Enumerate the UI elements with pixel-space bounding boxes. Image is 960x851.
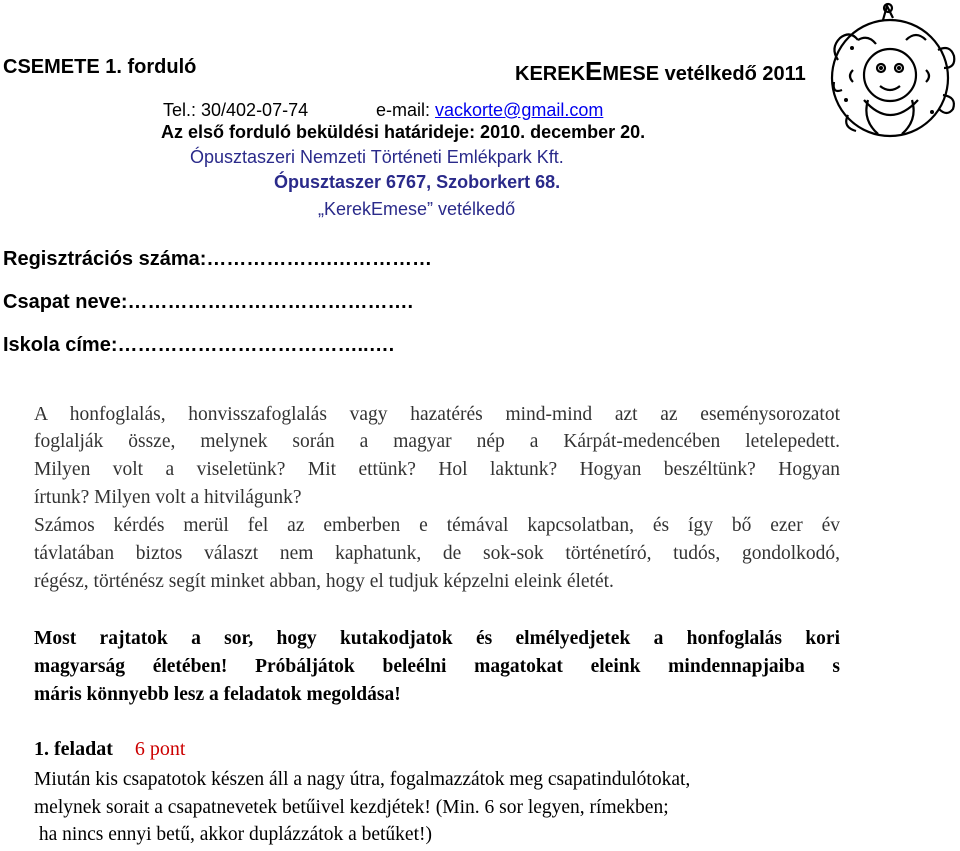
header-left: CSEMETE 1. forduló [3, 56, 197, 78]
contact-email-label: e-mail: [376, 100, 436, 120]
task-title: 1. feladat [34, 738, 113, 760]
call-line: máris könnyebb lesz a feladatok megoldása! [34, 684, 401, 705]
deadline-text: Az első forduló beküldési határideje: 2010. december 20. [161, 122, 646, 142]
call-line: magyarság életében! Próbáljátok beleélni magatokat eleink mindennapjaiba s [34, 656, 840, 677]
call-line: Most rajtatok a sor, hogy kutakodjatok és elmélyedjetek a honfoglalás kori [34, 628, 840, 649]
header-right-big: E [585, 56, 603, 86]
org-name: Ópusztaszeri Nemzeti Történeti Emlékpark Kft. [190, 147, 564, 167]
email-link[interactable]: vackorte@gmail.com [435, 100, 604, 120]
header-right-pre: KEREK [515, 63, 586, 85]
contact-email-line [376, 100, 603, 121]
intro-line: régész, történész segít minket abban, hogy el tudjuk képzelni eleink életét. [34, 571, 614, 592]
registration-number-field: Regisztrációs száma:……………….…………… [3, 248, 432, 270]
task-line: melynek sorait a csapatnevetek betűivel kezdjétek! (Min. 6 sor legyen, rímekben; [34, 797, 669, 818]
school-address-field: Iskola címe:………………………………..…. [3, 334, 395, 356]
task-line: Miután kis csapatotok készen áll a nagy útra, fogalmazzátok meg csapatindulótokat, [34, 769, 691, 790]
task-title-row [34, 738, 185, 761]
task-line: ha nincs ennyi betű, akkor duplázzátok a betűket!) [34, 824, 432, 845]
intro-line: A honfoglalás, honvisszafoglalás vagy hazatérés mind-mind azt az eseménysorozatot [34, 404, 840, 425]
mascot-logo-icon [828, 0, 960, 150]
org-address: Ópusztaszer 6767, Szoborkert 68. [274, 172, 561, 192]
contact-tel: Tel.: 30/402-07-74 [163, 100, 309, 120]
intro-line: Milyen volt a viseletünk? Mit ettünk? Hol laktunk? Hogyan beszéltünk? Hogyan [34, 459, 840, 480]
intro-line: foglalják össze, melynek során a magyar nép a Kárpát-medencében letelepedett. [34, 431, 840, 452]
header-right-post: MESE vetélkedő 2011 [602, 63, 806, 85]
kerekemese-mascot-logo [828, 0, 960, 150]
intro-line: Számos kérdés merül fel az emberben e témával kapcsolatban, és így bő ezer év [34, 515, 840, 536]
intro-line: írtunk? Milyen volt a hitvilágunk? [34, 487, 302, 508]
header-right [515, 56, 806, 87]
intro-line: távlatában biztos választ nem kaphatunk, de sok-sok történetíró, tudós, gondolkodó, [34, 543, 840, 564]
contest-name: „KerekEmese” vetélkedő [318, 199, 516, 219]
team-name-field: Csapat neve:……………………………………. [3, 291, 414, 313]
task-points: 6 pont [134, 738, 186, 760]
